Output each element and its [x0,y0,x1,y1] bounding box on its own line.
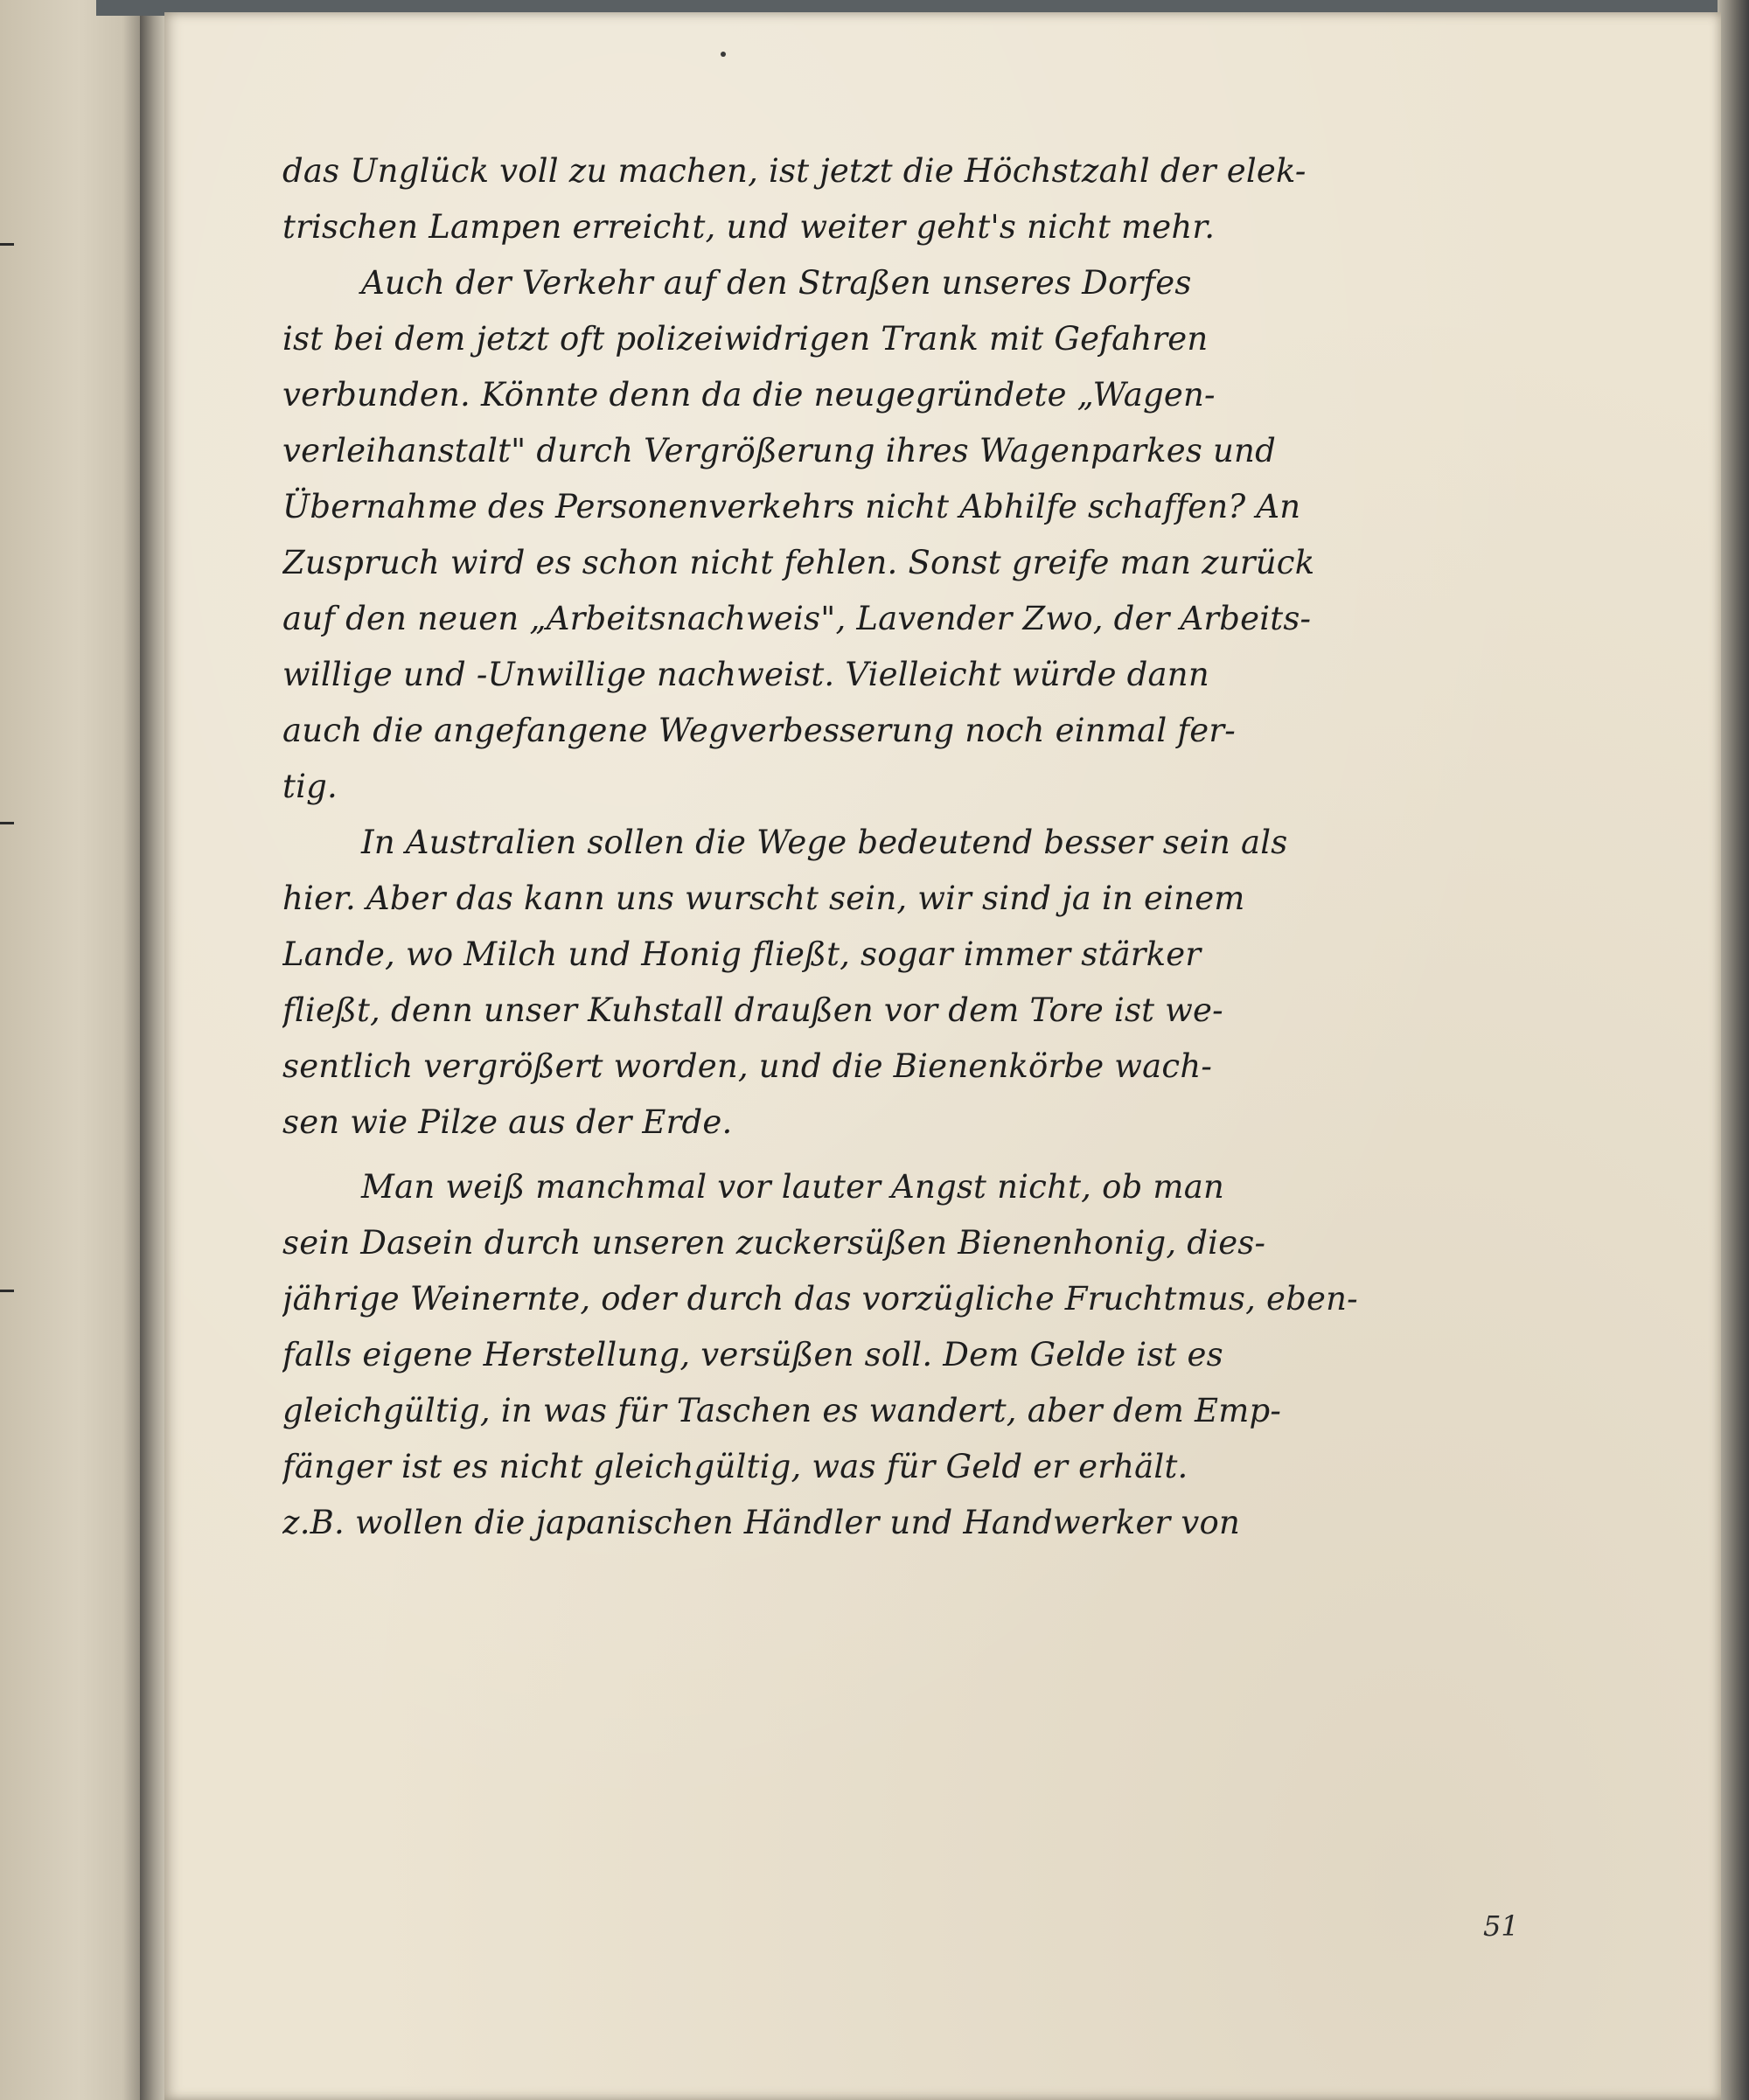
text-line: jährige Weinernte, oder durch das vorzügliche Fruchtmus, eben- [282,1280,1358,1318]
text-line: Auch der Verkehr auf den Straßen unseres Dorfes [361,264,1192,302]
text-line: falls eigene Herstellung, versüßen soll. Dem Gelde ist es [282,1336,1223,1373]
text-line: fänger ist es nicht gleichgültig, was für Geld er erhält. [282,1448,1188,1485]
left-page-edge [0,0,144,2100]
right-page-edge [1718,0,1749,2100]
page-number: 51 [1483,1909,1519,1943]
text-line: trischen Lampen erreicht, und weiter geht's nicht mehr. [282,208,1216,246]
text-line: z.B. wollen die japanischen Händler und Handwerker von [282,1504,1241,1541]
text-line: Man weiß manchmal vor lauter Angst nicht, ob man [361,1168,1224,1206]
text-line: das Unglück voll zu machen, ist jetzt die Höchstzahl der elek- [282,152,1307,190]
ink-dot [721,52,726,57]
text-line: auf den neuen „Arbeitsnachweis", Lavender Zwo, der Arbeits- [282,600,1312,637]
text-line: Lande, wo Milch und Honig fließt, sogar immer stärker [282,935,1202,973]
text-line: verbunden. Könnte denn da die neugegründete „Wagen- [282,376,1216,414]
text-line: Übernahme des Personenverkehrs nicht Abhilfe schaffen? An [282,488,1301,525]
text-line: hier. Aber das kann uns wurscht sein, wir sind ja in einem [282,880,1245,917]
text-line: In Australien sollen die Wege bedeutend besser sein als [361,824,1288,861]
text-line: tig. [282,768,338,805]
text-line: gleichgültig, in was für Taschen es wandert, aber dem Emp- [282,1392,1282,1429]
text-line: ist bei dem jetzt oft polizeiwidrigen Trank mit Gefahren [282,320,1209,358]
text-line: willige und -Unwillige nachweist. Vielleicht würde dann [282,656,1209,693]
text-line: auch die angefangene Wegverbesserung noch einmal fer- [282,712,1236,749]
text-line: Zuspruch wird es schon nicht fehlen. Sonst greife man zurück [282,544,1315,581]
text-line: verleihanstalt" durch Vergrößerung ihres Wagenparkes und [282,432,1276,469]
left-margin-mark [0,243,14,246]
text-line: fließt, denn unser Kuhstall draußen vor dem Tore ist we- [282,991,1223,1029]
left-margin-mark [0,822,14,824]
text-line: sen wie Pilze aus der Erde. [282,1103,733,1141]
book-gutter [140,0,166,2100]
text-line: sein Dasein durch unseren zuckersüßen Bienenhonig, dies- [282,1224,1266,1262]
handwritten-text [282,143,1682,1551]
text-line: sentlich vergrößert worden, und die Bienenkörbe wach- [282,1047,1213,1085]
handwritten-page [164,12,1721,2100]
left-margin-mark [0,1290,14,1292]
